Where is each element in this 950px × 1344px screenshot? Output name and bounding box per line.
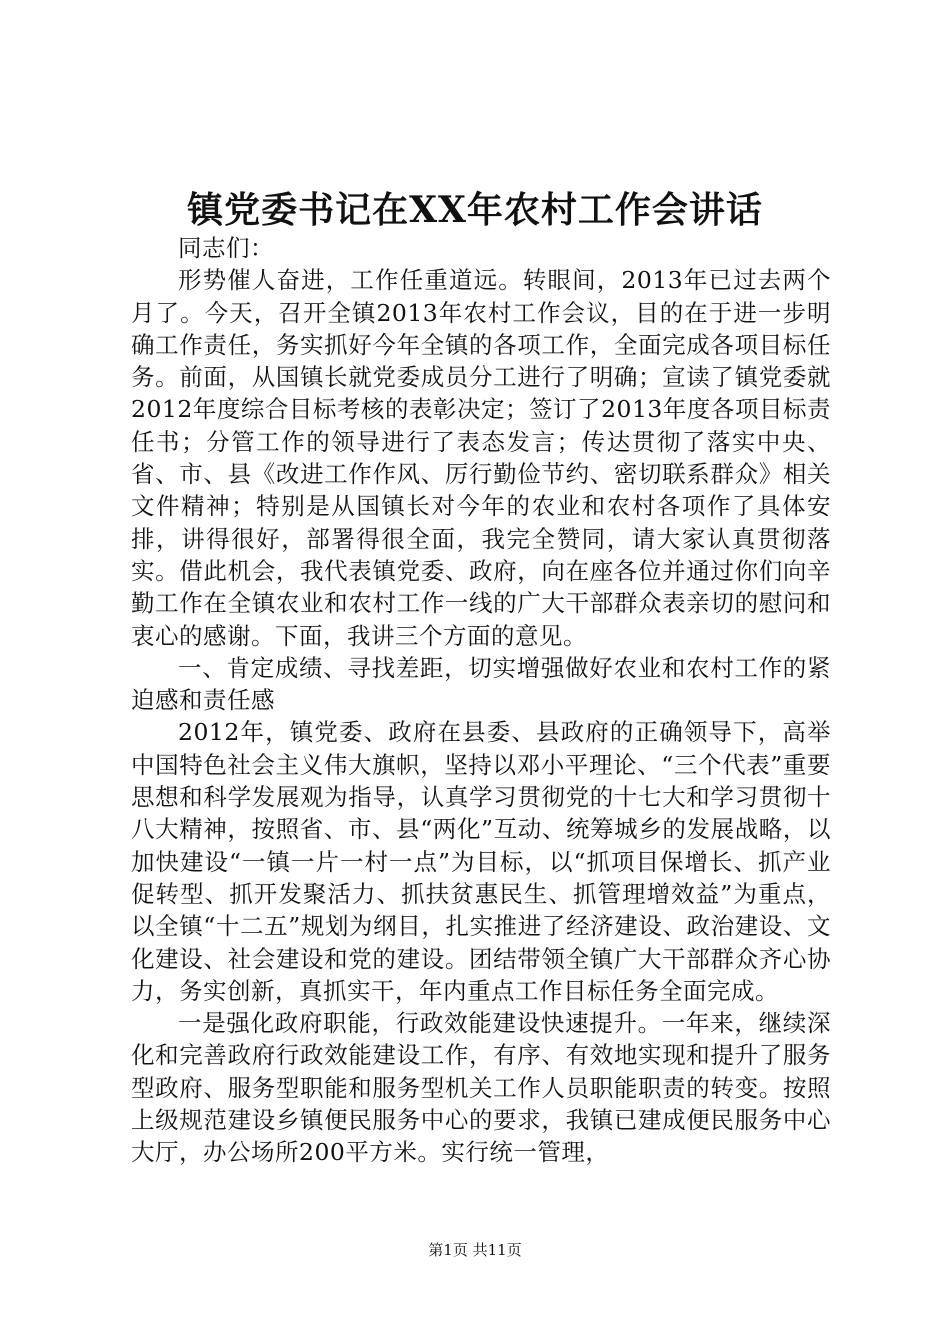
paragraph-government-function: 一是强化政府职能，行政效能建设快速提升。一年来，继续深化和完善政府行政效能建设工作，有序、有效地实现和提升了服务型政府、服务型职能和服务型机关工作人员职能职责的转变。按照上级规范建设乡镇便民服务中心的要求，我镇已建成便民服务中心大厅，办公场所200平方米。实行统一管理， [131,1009,831,1167]
document-title: 镇党委书记在XX年农村工作会讲话 [187,189,763,231]
page-footer: 第1页 共11页 [428,1241,522,1259]
document-body [131,232,831,1169]
section-heading-1: 一、肯定成绩、寻找差距，切实增强做好农业和农村工作的紧迫感和责任感 [131,653,831,715]
paragraph-intro: 形势催人奋进，工作任重道远。转眼间，2013年已过去两个月了。今天，召开全镇2013年农村工作会议，目的在于进一步明确工作责任，务实抓好今年全镇的各项工作，全面完成各项目标任务。前面，从国镇长就党委成员分工进行了明确；宣读了镇党委就2012年度综合目标考核的表彰决定；签订了2013年度各项目标责任书；分管工作的领导进行了表态发言；传达贯彻了落实中央、省、市、县《改进工作作风、厉行勤俭节约、密切联系群众》相关文件精神；特别是从国镇长对今年的农业和农村各项作了具体安排，讲得很好，部署得很全面，我完全赞同，请大家认真贯彻落实。借此机会，我代表镇党委、政府，向在座各位并通过你们向辛勤工作在全镇农业和农村工作一线的广大干部群众表亲切的慰问和衷心的感谢。下面，我讲三个方面的意见。 [131,266,831,650]
paragraph-2012-summary: 2012年，镇党委、政府在县委、县政府的正确领导下，高举中国特色社会主义伟大旗帜，坚持以邓小平理论、“三个代表”重要思想和科学发展观为指导，认真学习贯彻党的十七大和学习贯彻十八大精神，按照省、市、县“两化”互动、统筹城乡的发展战略，以加快建设“一镇一片一村一点”为目标，以“抓项目保增长、抓产业促转型、抓开发聚活力、抓扶贫惠民生、抓管理增效益”为重点，以全镇“十二五”规划为纲目，扎实推进了经济建设、政治建设、文化建设、社会建设和党的建设。团结带领全镇广大干部群众齐心协力，务实创新，真抓实干，年内重点工作目标任务全面完成。 [131,718,831,1005]
paragraph-greeting: 同志们： [178,234,274,262]
